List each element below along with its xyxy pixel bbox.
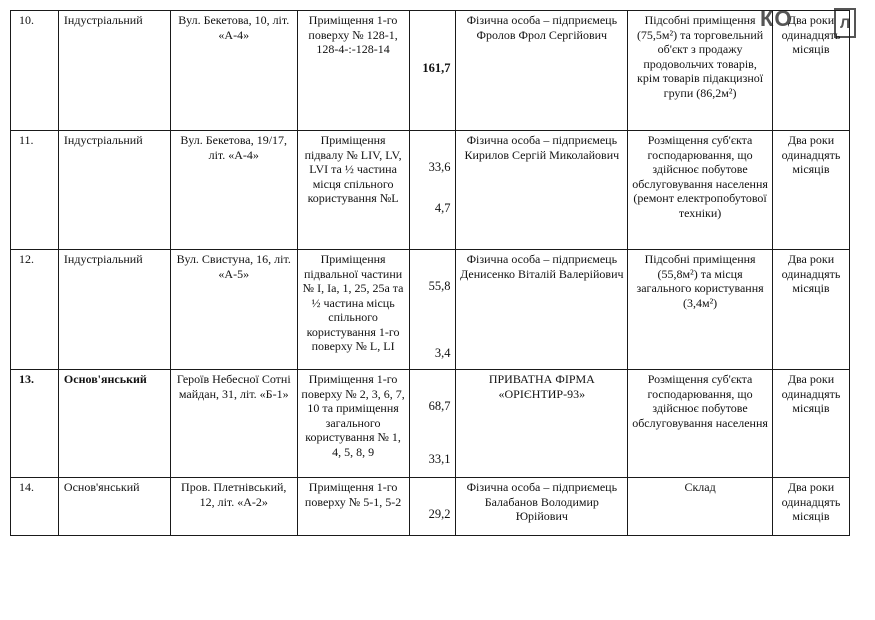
- area-value: 55,8: [428, 279, 451, 293]
- term-cell: Два роки одинадцять місяців: [772, 370, 849, 478]
- table-row: [11, 11, 850, 131]
- area-value-shared: 33,1: [428, 451, 451, 466]
- tenant-cell: Фізична особа – підприємець Фролов Фрол Сергійович: [456, 11, 628, 131]
- row-number: 11.: [11, 131, 59, 250]
- area-cell: [409, 370, 456, 478]
- district-cell: Основ'янський: [58, 370, 170, 478]
- term-cell: Два роки одинадцять місяців: [772, 131, 849, 250]
- district-cell: Індустріальний: [58, 250, 170, 370]
- stamp-box: Л: [834, 8, 856, 38]
- address-cell: Героїв Небесної Сотні майдан, 31, літ. «Б-1»: [170, 370, 297, 478]
- area-value: 29,2: [428, 507, 451, 521]
- area-cell: [409, 478, 456, 536]
- address-cell: Вул. Свистуна, 16, літ. «А-5»: [170, 250, 297, 370]
- purpose-cell: Підсобні приміщення (75,5м²) та торговельний об'єкт з продажу продовольчих товарів, крім товарів підакцизної групи (86,2м²): [628, 11, 773, 131]
- purpose-cell: Розміщення суб'єкта господарювання, що здійснює побутове обслуговування населення (ремонт електропобутової техніки): [628, 131, 773, 250]
- purpose-cell: Розміщення суб'єкта господарювання, що здійснює побутове обслуговування населення: [628, 370, 773, 478]
- district-cell: Основ'янський: [58, 478, 170, 536]
- row-number: 12.: [11, 250, 59, 370]
- district-cell: Індустріальний: [58, 131, 170, 250]
- address-cell: Вул. Бекетова, 19/17, літ. «А-4»: [170, 131, 297, 250]
- term-cell: Два роки одинадцять місяців: [772, 250, 849, 370]
- premises-cell: Приміщення підвалу № LIV, LV, LVI та ½ частина місця спільного користування №L: [297, 131, 409, 250]
- lease-table: [10, 10, 850, 536]
- area-value: 33,6: [428, 160, 451, 174]
- area-cell: [409, 250, 456, 370]
- table-row: [11, 478, 850, 536]
- row-number: 13.: [11, 370, 59, 478]
- table-row: [11, 250, 850, 370]
- term-cell: Два роки одинадцять місяців: [772, 478, 849, 536]
- district-cell: Індустріальний: [58, 11, 170, 131]
- purpose-cell: Склад: [628, 478, 773, 536]
- area-value: 161,7: [422, 61, 451, 75]
- tenant-cell: Фізична особа – підприємець Кирилов Сергій Миколайович: [456, 131, 628, 250]
- row-number: 14.: [11, 478, 59, 536]
- table-row: [11, 370, 850, 478]
- area-cell: [409, 131, 456, 250]
- table-row: [11, 131, 850, 250]
- purpose-cell: Підсобні приміщення (55,8м²) та місця загального користування (3,4м²): [628, 250, 773, 370]
- area-value-shared: 4,7: [434, 200, 451, 215]
- premises-cell: Приміщення 1-го поверху № 2, 3, 6, 7, 10 та приміщення загального користування № 1, 4, 5, 8, 9: [297, 370, 409, 478]
- area-value-shared: 3,4: [434, 345, 451, 360]
- premises-cell: Приміщення підвальної частини № I, Ia, 1, 25, 25а та ½ частина місць спільного користування 1-го поверху № L, LI: [297, 250, 409, 370]
- address-cell: Пров. Плетнівський, 12, літ. «А-2»: [170, 478, 297, 536]
- tenant-cell: Фізична особа – підприємець Денисенко Віталій Валерійович: [456, 250, 628, 370]
- premises-cell: Приміщення 1-го поверху № 128-1, 128-4-:-128-14: [297, 11, 409, 131]
- row-number: 10.: [11, 11, 59, 131]
- area-cell: [409, 11, 456, 131]
- stamp-text: КО: [760, 6, 793, 31]
- premises-cell: Приміщення 1-го поверху № 5-1, 5-2: [297, 478, 409, 536]
- address-cell: Вул. Бекетова, 10, літ. «А-4»: [170, 11, 297, 131]
- term-cell: Два роки одинадцять місяців: [772, 11, 849, 131]
- area-value: 68,7: [428, 399, 451, 413]
- tenant-cell: ПРИВАТНА ФІРМА «ОРІЄНТИР-93»: [456, 370, 628, 478]
- tenant-cell: Фізична особа – підприємець Балабанов Володимир Юрійович: [456, 478, 628, 536]
